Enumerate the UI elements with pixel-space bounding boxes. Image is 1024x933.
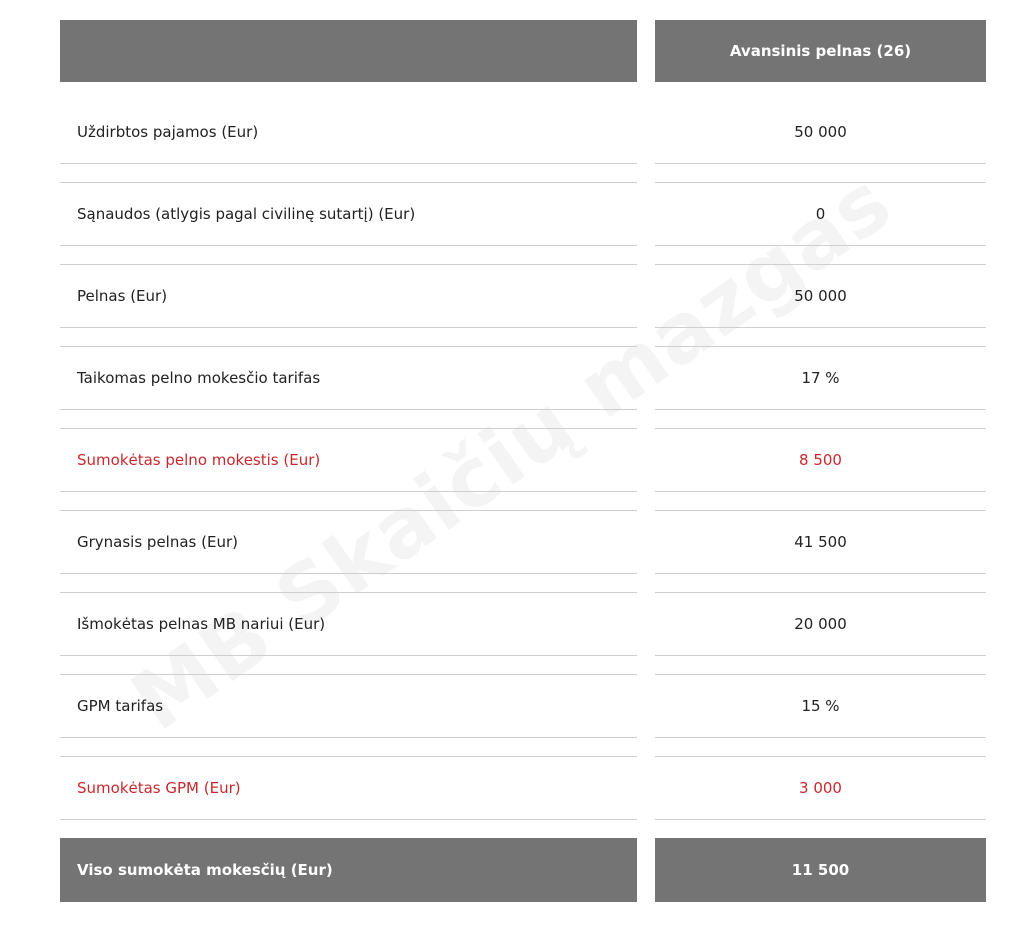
row-label: Uždirbtos pajamos (Eur): [60, 100, 637, 164]
row-value: 0: [655, 182, 986, 246]
header-column-title: Avansinis pelnas (26): [655, 20, 986, 82]
row-value: 20 000: [655, 592, 986, 656]
table-row-gpm-paid: [60, 756, 986, 820]
table-row-gpm-rate: [60, 674, 986, 738]
table-header-row: [60, 20, 986, 82]
row-label: Grynasis pelnas (Eur): [60, 510, 637, 574]
row-value: 50 000: [655, 264, 986, 328]
row-label: Pelnas (Eur): [60, 264, 637, 328]
tax-comparison-table: [60, 20, 986, 902]
row-label: GPM tarifas: [60, 674, 637, 738]
row-label: Taikomas pelno mokesčio tarifas: [60, 346, 637, 410]
total-label: Viso sumokėta mokesčių (Eur): [60, 838, 637, 902]
total-value: 11 500: [655, 838, 986, 902]
table-total-row: [60, 838, 986, 902]
row-label: Išmokėtas pelnas MB nariui (Eur): [60, 592, 637, 656]
table-row-net-profit: [60, 510, 986, 574]
table-row-profit-tax-rate: [60, 346, 986, 410]
row-value: 17 %: [655, 346, 986, 410]
row-value: 15 %: [655, 674, 986, 738]
header-label-cell: [60, 20, 637, 82]
table-row-paid-profit: [60, 592, 986, 656]
row-label: Sąnaudos (atlygis pagal civilinę sutartį) (Eur): [60, 182, 637, 246]
row-label: Sumokėtas pelno mokestis (Eur): [60, 428, 637, 492]
table-row-earned-income: [60, 100, 986, 164]
row-value: 8 500: [655, 428, 986, 492]
table-row-profit-tax-paid: [60, 428, 986, 492]
table-row-expenses: [60, 182, 986, 246]
row-value: 50 000: [655, 100, 986, 164]
row-value: 3 000: [655, 756, 986, 820]
row-value: 41 500: [655, 510, 986, 574]
row-label: Sumokėtas GPM (Eur): [60, 756, 637, 820]
table-row-profit: [60, 264, 986, 328]
